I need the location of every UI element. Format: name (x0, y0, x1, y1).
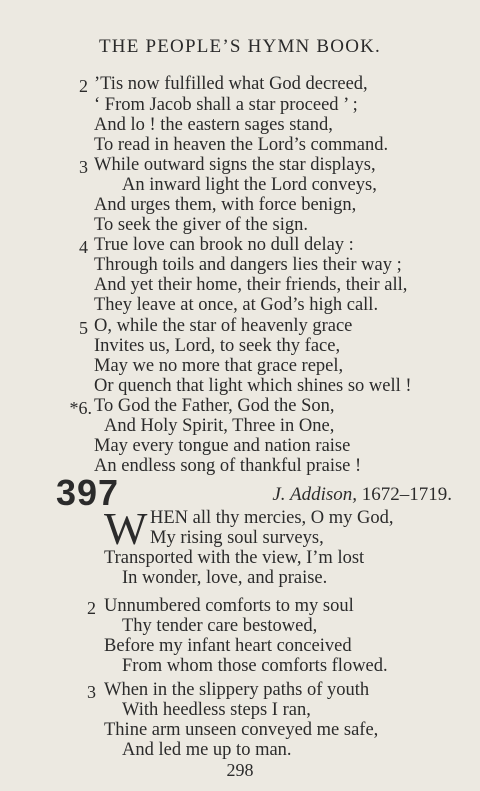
verse-line: ‘ From Jacob shall a star proceed ’ ; (94, 95, 358, 115)
verse-line: They leave at once, at God’s high call. (94, 295, 379, 315)
verse-line: O, while the star of heavenly grace (94, 316, 353, 336)
verse-line: An inward light the Lord conveys, (122, 175, 377, 195)
verse-line: To seek the giver of the sign. (94, 215, 308, 235)
verse-line: From whom those comforts flowed. (122, 656, 388, 676)
verse-line: True love can brook no dull delay : (94, 235, 354, 255)
page-number: 298 (226, 760, 254, 780)
drop-cap: W (104, 503, 148, 554)
verse-line: Unnumbered comforts to my soul (104, 596, 354, 616)
verse-line: And lo ! the eastern sages stand, (94, 115, 333, 135)
verse-line: Or quench that light which shines so well ! (94, 376, 412, 396)
verse-number: 2 (87, 598, 96, 618)
running-head: THE PEOPLE’S HYMN BOOK. (99, 36, 381, 57)
verse-line: May we no more that grace repel, (94, 356, 344, 376)
verse-line: ’Tis now fulfilled what God decreed, (94, 74, 368, 94)
verse-line: With heedless steps I ran, (122, 700, 311, 720)
author-name: J. Addison, (272, 484, 357, 505)
verse-line: Invites us, Lord, to seek thy face, (94, 336, 341, 356)
verse-line: HEN all thy mercies, O my God, (150, 508, 394, 528)
verse-line: May every tongue and nation raise (94, 436, 351, 456)
verse-line: My rising soul surveys, (150, 528, 324, 548)
verse-number: 3 (79, 157, 88, 177)
verse-line: Thy tender care bestowed, (122, 616, 318, 636)
verse-number: 3 (87, 682, 96, 702)
verse-line: And yet their home, their friends, their all, (94, 275, 408, 295)
verse-line: And led me up to man. (122, 740, 292, 760)
verse-line: Transported with the view, I’m lost (104, 548, 365, 568)
verse-line: To read in heaven the Lord’s command. (94, 135, 389, 155)
verse-line: Thine arm unseen conveyed me safe, (104, 720, 379, 740)
verse-line: In wonder, love, and praise. (122, 568, 328, 588)
verse-number: 5 (79, 318, 88, 338)
verse-line: While outward signs the star displays, (94, 155, 376, 175)
verse-line: An endless song of thankful praise ! (94, 456, 362, 476)
verse-number: 2 (79, 76, 88, 96)
verse-line: Through toils and dangers lies their way ; (94, 255, 402, 275)
verse-line: And Holy Spirit, Three in One, (104, 416, 335, 436)
verse-line: To God the Father, God the Son, (94, 396, 335, 416)
author-dates: 1672–1719. (361, 484, 452, 505)
verse-number: *6. (69, 398, 92, 418)
verse-line: And urges them, with force benign, (94, 195, 357, 215)
verse-line: When in the slippery paths of youth (104, 680, 370, 700)
verse-number: 4 (79, 237, 88, 257)
hymn-author (272, 484, 452, 506)
verse-line: Before my infant heart conceived (104, 636, 352, 656)
hymn-number: 397 (56, 472, 120, 513)
